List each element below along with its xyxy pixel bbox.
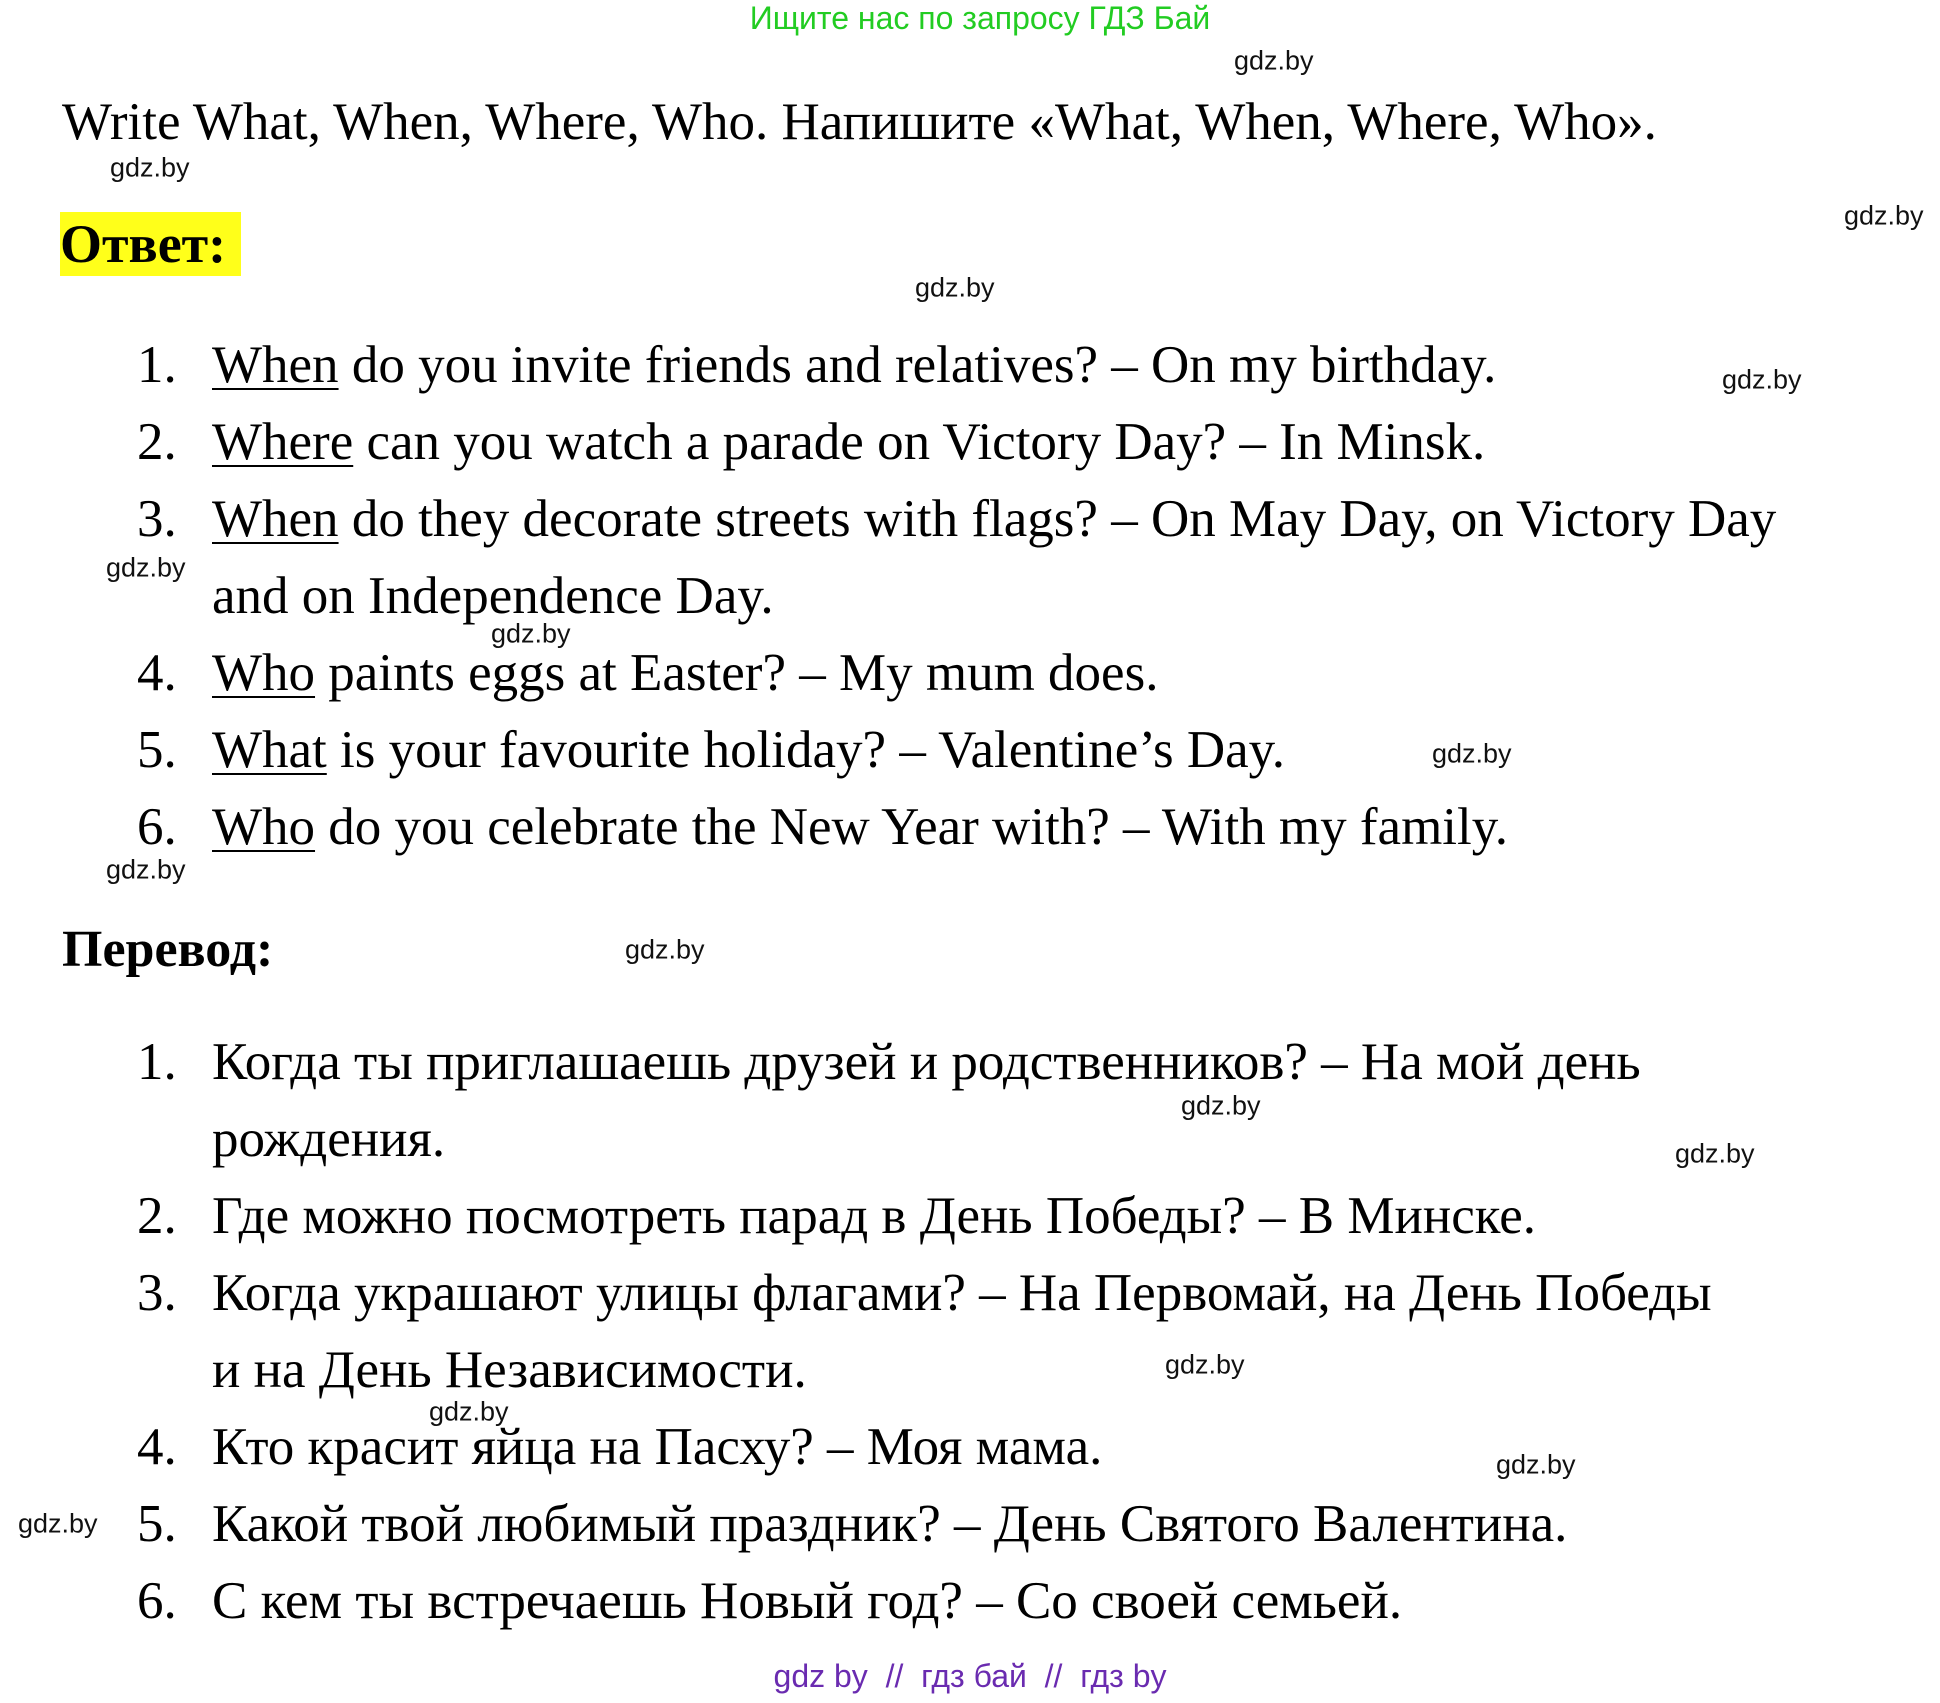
question-word: Who [212, 644, 316, 702]
list-item [137, 1024, 1827, 1178]
item-text: Когда ты приглашаешь друзей и родственников? – На мой день рождения. [212, 1033, 1641, 1168]
watermark: gdz.by [1675, 1138, 1755, 1169]
item-number: 6. [137, 1572, 177, 1630]
item-number: 4. [137, 1418, 177, 1476]
item-text: do you invite friends and relatives? – On my birthday. [338, 336, 1497, 394]
watermark: gdz.by [1432, 738, 1512, 769]
list-item [137, 1178, 1827, 1255]
watermark: gdz.by [1181, 1090, 1261, 1121]
question-word: Where [212, 413, 354, 471]
watermark: gdz.by [1722, 364, 1802, 395]
translations-list [137, 1024, 1827, 1640]
item-number: 2. [137, 413, 177, 471]
item-text: Какой твой любимый праздник? – День Святого Валентина. [212, 1495, 1568, 1553]
watermark: gdz.by [1844, 200, 1924, 231]
item-number: 5. [137, 1495, 177, 1553]
watermark: gdz.by [1496, 1449, 1576, 1480]
list-item [137, 712, 1857, 789]
question-word: When [212, 336, 339, 394]
item-number: 3. [137, 490, 177, 548]
item-number: 4. [137, 644, 177, 702]
item-text: Кто красит яйца на Пасху? – Моя мама. [212, 1418, 1103, 1476]
item-text: do they decorate streets with flags? – On May Day, on Victory Day and on Independence Day. [212, 490, 1777, 625]
search-banner: Ищите нас по запросу ГДЗ Бай [749, 0, 1211, 36]
watermark: gdz.by [491, 618, 571, 649]
watermark: gdz.by [106, 552, 186, 583]
list-item [137, 404, 1857, 481]
list-item [137, 1563, 1827, 1640]
item-number: 1. [137, 1033, 177, 1091]
item-number: 3. [137, 1264, 177, 1322]
item-text: paints eggs at Easter? – My mum does. [315, 644, 1159, 702]
list-item [137, 1255, 1827, 1409]
list-item [137, 789, 1857, 866]
watermark: gdz.by [1234, 45, 1314, 76]
item-number: 2. [137, 1187, 177, 1245]
watermark: gdz.by [625, 934, 705, 965]
watermark: gdz.by [1165, 1349, 1245, 1380]
footer-links: gdz by // гдз бай // гдз by [773, 1658, 1167, 1694]
answers-list [137, 327, 1857, 866]
watermark: gdz.by [18, 1508, 98, 1539]
translation-heading: Перевод: [62, 921, 274, 978]
answer-heading: Ответ: [60, 212, 241, 276]
item-text: do you celebrate the New Year with? – With my family. [315, 798, 1509, 856]
list-item [137, 1486, 1827, 1563]
list-item [137, 327, 1857, 404]
watermark: gdz.by [915, 272, 995, 303]
item-text: can you watch a parade on Victory Day? – In Minsk. [353, 413, 1486, 471]
item-text: С кем ты встречаешь Новый год? – Со своей семьей. [212, 1572, 1403, 1630]
question-word: Who [212, 798, 316, 856]
watermark: gdz.by [429, 1396, 509, 1427]
item-number: 5. [137, 721, 177, 779]
item-text: Когда украшают улицы флагами? – На Первомай, на День Победы и на День Независимости. [212, 1264, 1712, 1399]
exercise-title: Write What, When, Where, Who. Напишите «What, When, Where, Who». [62, 93, 1657, 151]
question-word: When [212, 490, 339, 548]
question-word: What [212, 721, 327, 779]
item-number: 6. [137, 798, 177, 856]
item-text: Где можно посмотреть парад в День Победы? – В Минске. [212, 1187, 1536, 1245]
list-item [137, 635, 1857, 712]
list-item [137, 481, 1857, 635]
watermark: gdz.by [110, 152, 190, 183]
watermark: gdz.by [106, 854, 186, 885]
item-number: 1. [137, 336, 177, 394]
item-text: is your favourite holiday? – Valentine’s Day. [326, 721, 1285, 779]
